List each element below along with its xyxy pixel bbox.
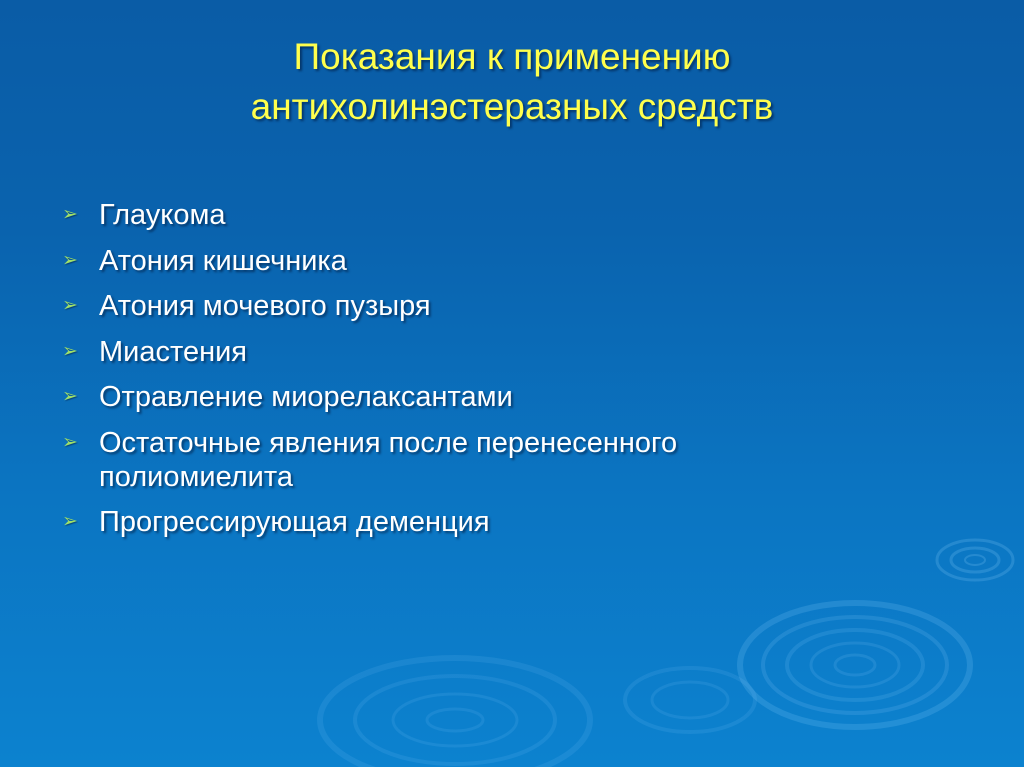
ripple-ring bbox=[811, 643, 899, 687]
list-item-label: Отравление миорелаксантами bbox=[99, 381, 513, 413]
arrow-bullet-icon: ➢ bbox=[62, 511, 78, 532]
list-item-label: Прогрессирующая деменция bbox=[99, 506, 490, 538]
ripple-ring bbox=[965, 555, 985, 565]
slide-title-line-1: Показания к применению bbox=[293, 36, 731, 77]
ripple-ring bbox=[740, 603, 970, 727]
ripple-ring bbox=[355, 676, 555, 764]
slide-title-line-2: антихолинэстеразных средств bbox=[250, 86, 774, 127]
list-item-muscle-relaxant-poisoning bbox=[62, 380, 822, 414]
list-item-glaucoma bbox=[62, 198, 822, 232]
ripple-ring bbox=[427, 709, 483, 731]
slide-title bbox=[120, 32, 904, 132]
list-item-label: Миастения bbox=[99, 335, 247, 368]
arrow-bullet-icon: ➢ bbox=[62, 249, 78, 271]
ripple-ring bbox=[393, 694, 517, 746]
list-item-intestinal-atony bbox=[62, 244, 822, 278]
list-item-label: Атония мочевого пузыря bbox=[99, 290, 431, 322]
list-item-bladder-atony bbox=[62, 289, 822, 323]
ripple-ring bbox=[951, 548, 999, 572]
list-item-post-polio-effects bbox=[62, 426, 822, 494]
ripple-ring bbox=[835, 655, 875, 675]
arrow-bullet-icon: ➢ bbox=[62, 204, 78, 225]
indications-list bbox=[62, 198, 822, 551]
arrow-bullet-icon: ➢ bbox=[62, 386, 78, 407]
arrow-bullet-icon: ➢ bbox=[62, 295, 78, 316]
arrow-bullet-icon: ➢ bbox=[62, 431, 78, 453]
list-item-myasthenia bbox=[62, 335, 822, 369]
ripple-ring bbox=[937, 540, 1013, 580]
arrow-bullet-icon: ➢ bbox=[62, 340, 78, 362]
list-item-label: Глаукома bbox=[99, 199, 226, 231]
ripple-ring bbox=[625, 668, 755, 732]
list-item-label: Остаточные явления после перенесенного полиомиелита bbox=[99, 426, 678, 493]
ripple-ring bbox=[787, 630, 923, 700]
list-item-progressive-dementia bbox=[62, 505, 822, 539]
ripple-ring bbox=[652, 682, 728, 718]
list-item-label: Атония кишечника bbox=[99, 244, 347, 277]
